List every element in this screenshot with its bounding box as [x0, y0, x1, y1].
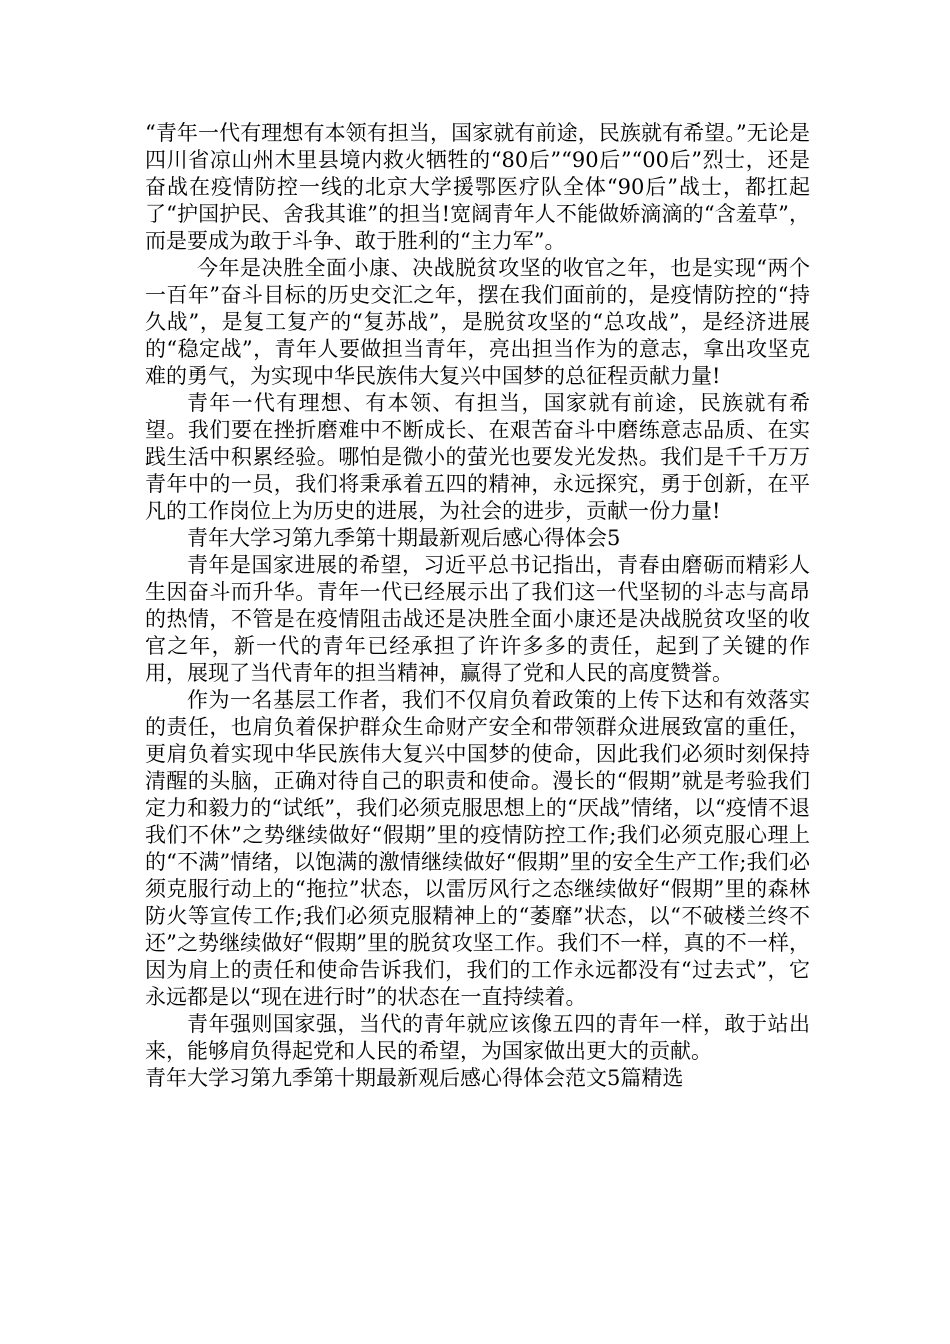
- paragraph-youth-hope: “青年一代有理想有本领有担当，国家就有前途，民族就有希望。”无论是四川省凉山州木里县境内救火牺牲的“80后”“90后”“00后”烈士，还是奋战在疫情防控一线的北京大学援鄂医疗队全体“90后”战士，都扛起了“护国护民、舍我其谁”的担当!宽阔青年人不能做娇滴滴的“含羞草”，而是要成为敢于斗争、敢于胜利的“主力军”。: [145, 121, 810, 253]
- paragraph-youth-ideals: 青年一代有理想、有本领、有担当，国家就有前途，民族就有希望。我们要在挫折磨难中不断成长、在艰苦奋斗中磨练意志品质、在实践生活中积累经验。哪怕是微小的萤光也要发光发热。我们是千千万万青年中的一员，我们将秉承着五四的精神，永远探究，勇于创新，在平凡的工作岗位上为历史的进展，为社会的进步，贡献一份力量!: [145, 391, 810, 523]
- section-heading: 青年大学习第九季第十期最新观后感心得体会5: [187, 526, 621, 550]
- paragraph-grassroots-worker: 作为一名基层工作者，我们不仅肩负着政策的上传下达和有效落实的责任，也肩负着保护群众生命财产安全和带领群众进展致富的重任，更肩负着实现中华民族伟大复兴中国梦的使命，因此我们必须时刻保持清醒的头脑，正确对待自己的职责和使命。漫长的“假期”就是考验我们定力和毅力的“试纸”，我们必须克服思想上的“厌战”情绪，以“疫情不退我们不休”之势继续做好“假期”里的疫情防控工作;我们必须克服心理上的“不满”情绪，以饱满的激情继续做好“假期”里的安全生产工作;我们必须克服行动上的“拖拉”状态，以雷厉风行之态继续做好“假期”里的森林防火等宣传工作;我们必须克服精神上的“萎靡”状态，以“不破楼兰终不还”之势继续做好“假期”里的脱贫攻坚工作。我们不一样，真的不一样，因为肩上的责任和使命告诉我们，我们的工作永远都没有“过去式”，它永远都是以“现在进行时”的状态在一直持续着。: [145, 688, 810, 1009]
- closing-title: 青年大学习第九季第十期最新观后感心得体会范文5篇精选: [145, 1066, 684, 1090]
- paragraph-decisive-year: 今年是决胜全面小康、决战脱贫攻坚的收官之年，也是实现“两个一百年”奋斗目标的历史交汇之年，摆在我们面前的，是疫情防控的“持久战”，是复工复产的“复苏战”，是脱贫攻坚的“总攻战”，是经济进展的“稳定战”，青年人要做担当青年，亮出担当作为的意志，拿出攻坚克难的勇气，为实现中华民族伟大复兴中国梦的总征程贡献力量!: [145, 256, 810, 388]
- document-page: [145, 120, 810, 1092]
- paragraph-youth-nation-hope: 青年是国家进展的希望，习近平总书记指出，青春由磨砺而精彩人生因奋斗而升华。青年一代已经展示出了我们这一代坚韧的斗志与高昂的热情，不管是在疫情阻击战还是决胜全面小康还是决战脱贫攻坚的收官之年，新一代的青年已经承担了许许多多的责任，起到了关键的作用，展现了当代青年的担当精神，赢得了党和人民的高度赞誉。: [145, 553, 810, 685]
- paragraph-youth-strong: 青年强则国家强，当代的青年就应该像五四的青年一样，敢于站出来，能够肩负得起党和人民的希望，为国家做出更大的贡献。: [145, 1012, 810, 1063]
